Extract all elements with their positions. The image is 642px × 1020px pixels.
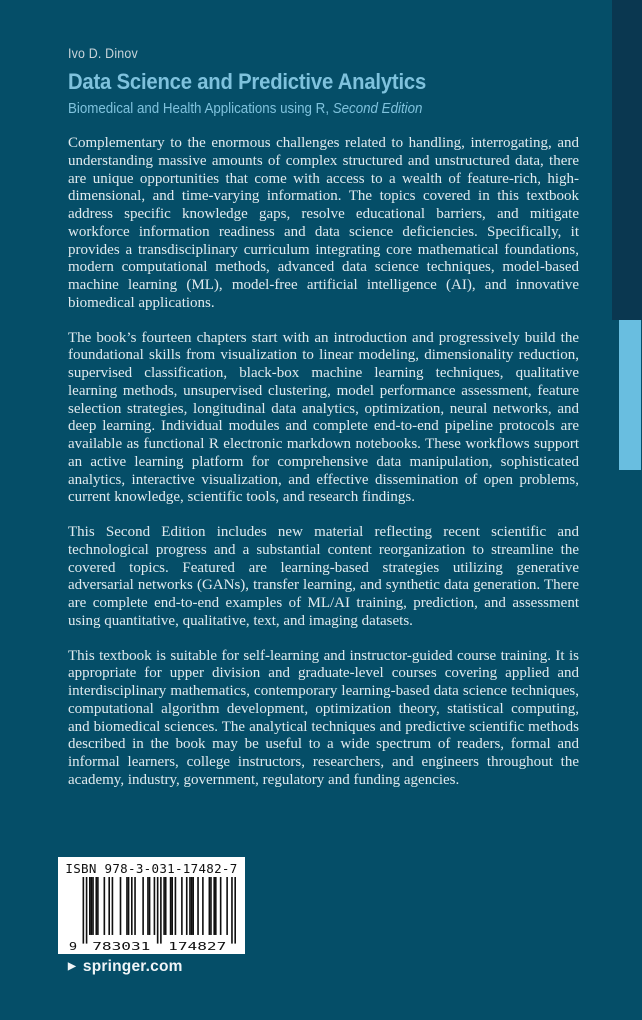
header	[68, 46, 426, 117]
publisher-line	[68, 958, 183, 976]
back-cover-blurb	[68, 135, 579, 807]
subtitle-text: Biomedical and Health Applications using R,	[68, 101, 333, 117]
book-title: Data Science and Predictive Analytics	[68, 69, 427, 94]
series-color-tab	[619, 320, 641, 470]
ean13-barcode-icon	[68, 877, 236, 951]
blurb-paragraph-3: This Second Edition includes new material reflecting recent scientific and technological progress and a substantial content reorganization to streamline the covered topics. Featured are learning-based strategies utilizing generative adversarial networks (GANs), transfer learning, and synthetic data generation. There are complete end-to-end examples of ML/AI training, prediction, and assessment using quantitative, qualitative, text, and imaging datasets.	[68, 524, 579, 629]
publisher-site: springer.com	[82, 958, 183, 975]
svg-text:9: 9	[68, 940, 77, 951]
arrow-icon: ▶	[68, 961, 76, 972]
svg-text:174827: 174827	[167, 940, 226, 951]
isbn-barcode-box	[58, 857, 245, 954]
book-subtitle	[68, 101, 426, 117]
edition-label: Second Edition	[332, 101, 423, 117]
isbn-number: ISBN 978-3-031-17482-7	[65, 861, 238, 876]
svg-text:783031: 783031	[91, 940, 150, 951]
blurb-paragraph-1: Complementary to the enormous challenges related to handling, interrogating, and understanding massive amounts of complex structured and unstructured data, there are unique opportunities that come with access to a wealth of feature-rich, high-dimensional, and time-varying information. The topics covered in this textbook address specific knowledge gaps, resolve educational barriers, and mitigate workforce information readiness and data science deficiencies. Specifically, it provides a transdisciplinary curriculum integrating core mathematical foundations, modern computational methods, advanced data science techniques, model-based machine learning (ML), model-free artificial intelligence (AI), and innovative biomedical applications.	[68, 135, 579, 311]
blurb-paragraph-4: This textbook is suitable for self-learning and instructor-guided course training. It is appropriate for upper division and graduate-level courses covering applied and interdisciplinary mathematics, contemporary learning-based data science techniques, computational algorithm development, optimization theory, statistical computing, and biomedical sciences. The analytical techniques and predictive scientific methods described in the book may be useful to a wide spectrum of readers, formal and informal learners, college instructors, researchers, and engineers throughout the academy, industry, government, regulatory and funding agencies.	[68, 647, 579, 788]
spine-strip	[612, 0, 642, 320]
author-name: Ivo D. Dinov	[68, 46, 138, 61]
blurb-paragraph-2: The book’s fourteen chapters start with an introduction and progressively build the foundational skills from visualization to linear modeling, dimensionality reduction, supervised classification, black-box machine learning techniques, qualitative learning methods, unsupervised clustering, model performance assessment, feature selection strategies, longitudinal data analytics, optimization, neural networks, and deep learning. Individual modules and complete end-to-end pipeline protocols are available as functional R electronic markdown notebooks. These workflows support an active learning platform for comprehensive data manipulation, sophisticated analytics, interactive visualization, and effective dissemination of open problems, current knowledge, scientific tools, and research findings.	[68, 329, 579, 506]
